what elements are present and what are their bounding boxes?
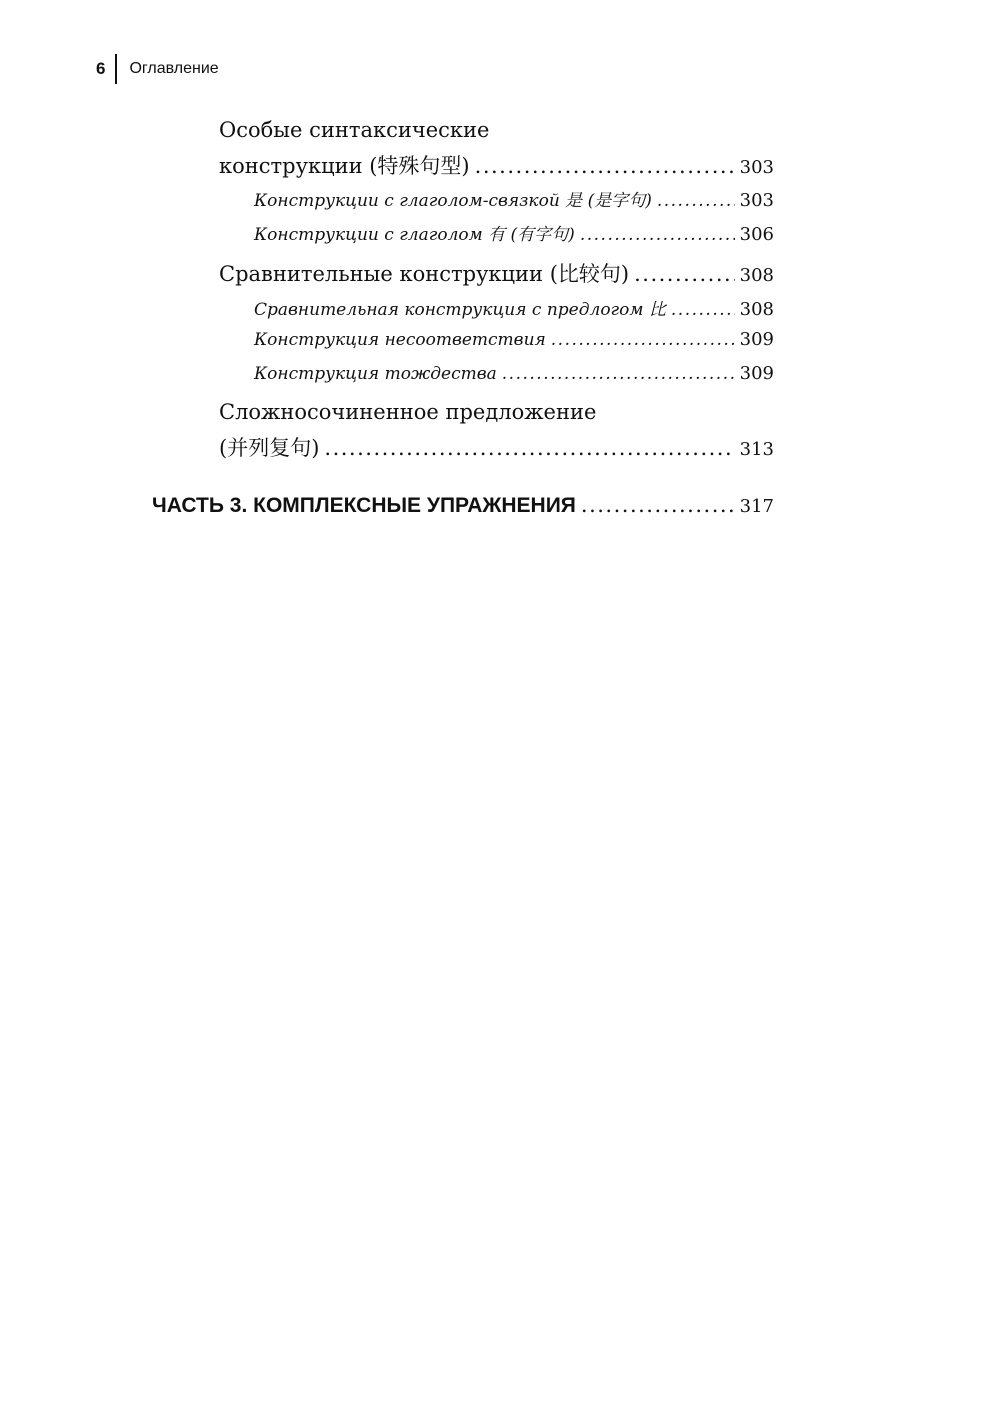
- toc-entry-label: Конструкции с глаголом 有 (有字句): [254, 225, 575, 245]
- dot-leader: [634, 262, 735, 286]
- toc-entry-label: Сравнительные конструкции (比较句): [219, 262, 630, 286]
- toc-entry-comparative[interactable]: [219, 258, 774, 288]
- dot-leader: [475, 154, 735, 178]
- toc-entry-label: Конструкции с глаголом-связкой 是 (是字句): [254, 191, 652, 211]
- toc-entry-label: ЧАСТЬ 3. КОМПЛЕКСНЫЕ УПРАЖНЕНИЯ: [152, 494, 576, 517]
- dot-leader: [502, 364, 735, 384]
- toc-entry-mismatch[interactable]: [254, 329, 774, 350]
- toc-entry-label: конструкции (特殊句型): [219, 154, 470, 178]
- page-number: 6: [96, 59, 106, 78]
- toc-entry-you-construction[interactable]: [254, 220, 774, 245]
- running-head: [96, 54, 219, 84]
- toc-entry-label: Сравнительная конструкция с предлогом 比: [254, 300, 666, 320]
- toc-entry-compound-sentence-line1: Сложносочиненное предложение: [219, 400, 597, 424]
- toc-page-number: 308: [739, 299, 774, 320]
- toc-entry-label: Конструкция несоответствия: [254, 330, 546, 350]
- toc-page-number: 308: [739, 265, 774, 286]
- dot-leader: [581, 493, 735, 517]
- dot-leader: [551, 330, 735, 350]
- toc-page-number: 317: [739, 496, 774, 517]
- dot-leader: [671, 300, 735, 320]
- toc-page-number: 313: [739, 439, 774, 460]
- toc-entry-label: Конструкция тождества: [254, 364, 497, 384]
- toc-entry-label: (并列复句): [219, 436, 320, 460]
- toc-page-number: 309: [739, 329, 774, 350]
- toc-entry-shi-construction[interactable]: [254, 186, 774, 211]
- dot-leader: [657, 191, 735, 211]
- toc-page-number: 306: [739, 224, 774, 245]
- toc-entry-identity[interactable]: [254, 363, 774, 384]
- toc-entry-special-syntax[interactable]: [219, 150, 774, 180]
- toc-entry-compound-sentence[interactable]: [219, 432, 774, 462]
- toc-page-number: 303: [739, 190, 774, 211]
- toc-entry-special-syntax-line1: Особые синтаксические: [219, 118, 490, 142]
- section-title: Оглавление: [129, 60, 219, 77]
- dot-leader: [324, 436, 734, 460]
- toc-entry-part-3[interactable]: [152, 493, 774, 518]
- dot-leader: [580, 225, 735, 245]
- toc-page-number: 309: [739, 363, 774, 384]
- toc-entry-bi-comparative[interactable]: [254, 295, 774, 320]
- toc-page-number: 303: [739, 157, 774, 178]
